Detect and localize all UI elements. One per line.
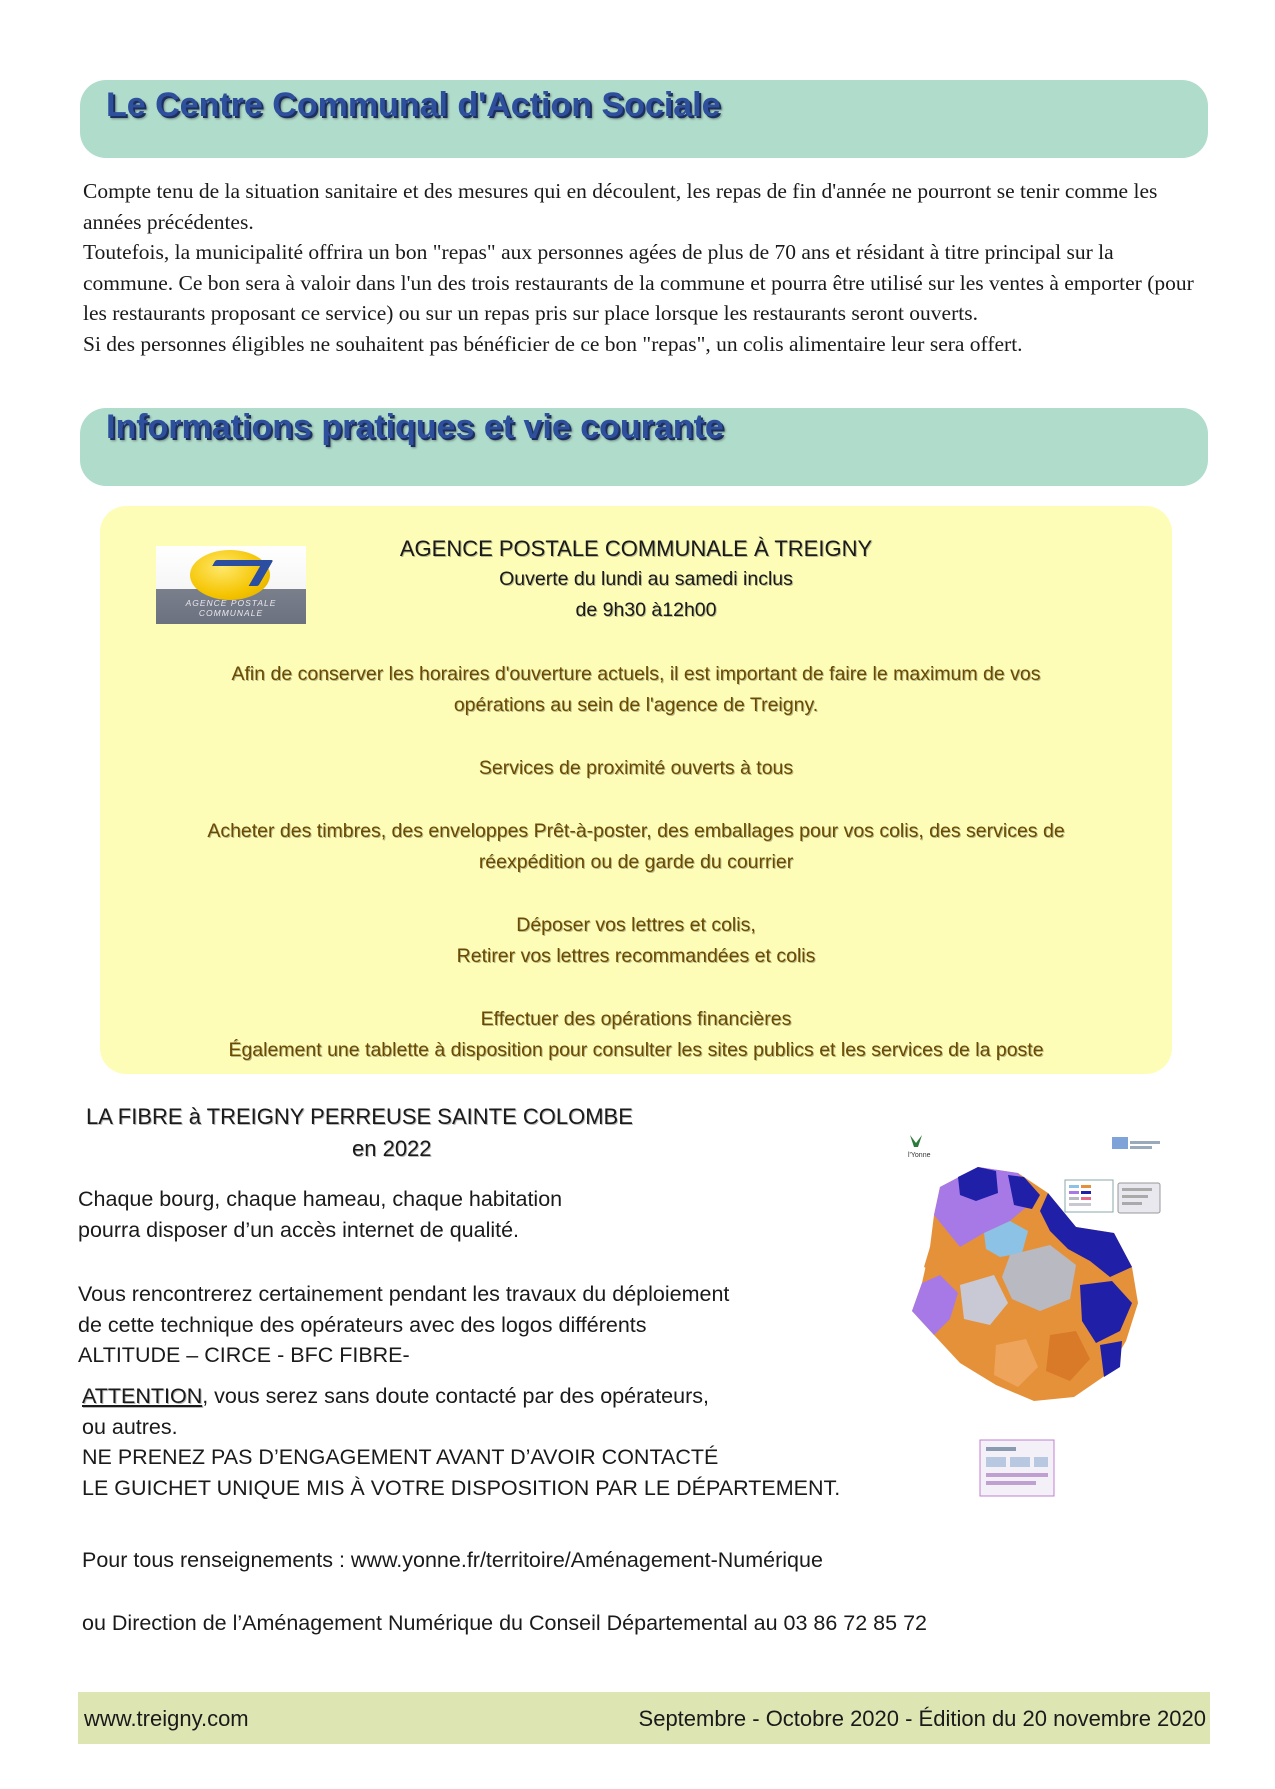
- poste-buy: réexpédition ou de garde du courrier: [478, 851, 794, 873]
- section-banner-infos: [80, 408, 1208, 486]
- fibre-text-line: ou autres.: [82, 1414, 178, 1439]
- poste-title: AGENCE POSTALE COMMUNALE À TREIGNY: [399, 536, 873, 561]
- poste-services: Services de proximité ouverts à tous: [478, 757, 794, 779]
- poste-important: opérations au sein de l'agence de Treigny.: [453, 694, 819, 716]
- ccas-paragraph: Si des personnes éligibles ne souhaitent pas bénéficier de ce bon "repas", un colis alimentaire leur sera offert.: [83, 331, 1023, 356]
- fibre-text-line: ALTITUDE – CIRCE - BFC FIBRE-: [78, 1343, 410, 1367]
- fibre-text-line: , vous serez sans doute contacté par des opérateurs,: [202, 1384, 709, 1408]
- map-legend: [1065, 1180, 1160, 1213]
- fibre-title: [86, 1101, 706, 1165]
- poste-buy: Acheter des timbres, des enveloppes Prêt-à-poster, des emballages pour vos colis, des services de: [207, 820, 1065, 842]
- footer-website: www.treigny.com: [84, 1706, 249, 1731]
- section-title-ccas: Le Centre Communal d'Action Sociale: [106, 86, 721, 124]
- fibre-title-year: en 2022: [352, 1136, 432, 1161]
- svg-text:l'Yonne: l'Yonne: [908, 1152, 931, 1159]
- fibre-warning: LE GUICHET UNIQUE MIS À VOTRE DISPOSITION PAR LE DÉPARTEMENT.: [82, 1475, 841, 1500]
- ccas-text: [83, 176, 1208, 359]
- section-banner-ccas: [80, 80, 1208, 158]
- fibre-direction: ou Direction de l’Aménagement Numérique du Conseil Départemental au 03 86 72 85 72: [82, 1611, 927, 1635]
- projet-logo: [1112, 1137, 1160, 1149]
- logo-caption-line: COMMUNALE: [198, 608, 264, 618]
- yonne-logo: [908, 1135, 931, 1159]
- fibre-operators: [78, 1279, 729, 1371]
- fibre-warning: NE PRENEZ PAS D’ENGAGEMENT AVANT D’AVOIR CONTACTÉ: [82, 1445, 719, 1469]
- fibre-info: Pour tous renseignements : www.yonne.fr/territoire/Aménagement-Numérique: [82, 1548, 823, 1572]
- poste-financial: Effectuer des opérations financières: [480, 1008, 792, 1030]
- logo-caption-line: AGENCE POSTALE: [185, 598, 277, 608]
- map-inset-diagram: [980, 1440, 1054, 1496]
- footer-edition: Septembre - Octobre 2020 - Édition du 20 novembre 2020: [638, 1706, 1206, 1731]
- map-illustration: [900, 1135, 1180, 1505]
- fibre-text-line: de cette technique des opérateurs avec des logos différents: [78, 1312, 647, 1337]
- fibre-attention: [82, 1381, 840, 1503]
- poste-hours: de 9h30 à12h00: [575, 599, 717, 621]
- poste-important: Afin de conserver les horaires d'ouverture actuels, il est important de faire le maximum de vos: [231, 663, 1041, 685]
- yonne-fibre-map-image: [900, 1135, 1180, 1505]
- fibre-title-line: LA FIBRE à TREIGNY PERREUSE SAINTE COLOMBE: [86, 1104, 633, 1129]
- section-title-infos: Informations pratiques et vie courante: [106, 408, 724, 446]
- page-footer: [78, 1692, 1210, 1744]
- attention-word: ATTENTION: [82, 1384, 203, 1408]
- agence-postale-box: [100, 506, 1172, 1074]
- fibre-access: [78, 1184, 562, 1245]
- poste-retrieve: Retirer vos lettres recommandées et colis: [456, 945, 816, 967]
- ccas-paragraph: Toutefois, la municipalité offrira un bon "repas" aux personnes agées de plus de 70 ans et résidant à titre principal sur la commune. Ce bon sera à valoir dans l'un des trois restaurants de la commune et pourra être utilisé sur les ventes à emporter (pour les restaurants proposant ce service) ou sur un repas pris sur place lorsque les restaurants seront ouverts.: [83, 240, 1194, 325]
- poste-deposit: Déposer vos lettres et colis,: [516, 914, 756, 936]
- ccas-paragraph: Compte tenu de la situation sanitaire et des mesures qui en découlent, les repas de fin d'année ne pourront se tenir comme les années précédentes.: [83, 179, 1158, 234]
- fibre-text-line: Chaque bourg, chaque hameau, chaque habitation: [78, 1187, 563, 1211]
- fibre-text-line: pourra disposer d’un accès internet de qualité.: [78, 1217, 520, 1242]
- fibre-text-line: Vous rencontrerez certainement pendant les travaux du déploiement: [78, 1282, 730, 1306]
- poste-hours: Ouverte du lundi au samedi inclus: [499, 568, 793, 590]
- poste-tablet: Également une tablette à disposition pour consulter les sites publics et les services de la poste: [228, 1039, 1044, 1061]
